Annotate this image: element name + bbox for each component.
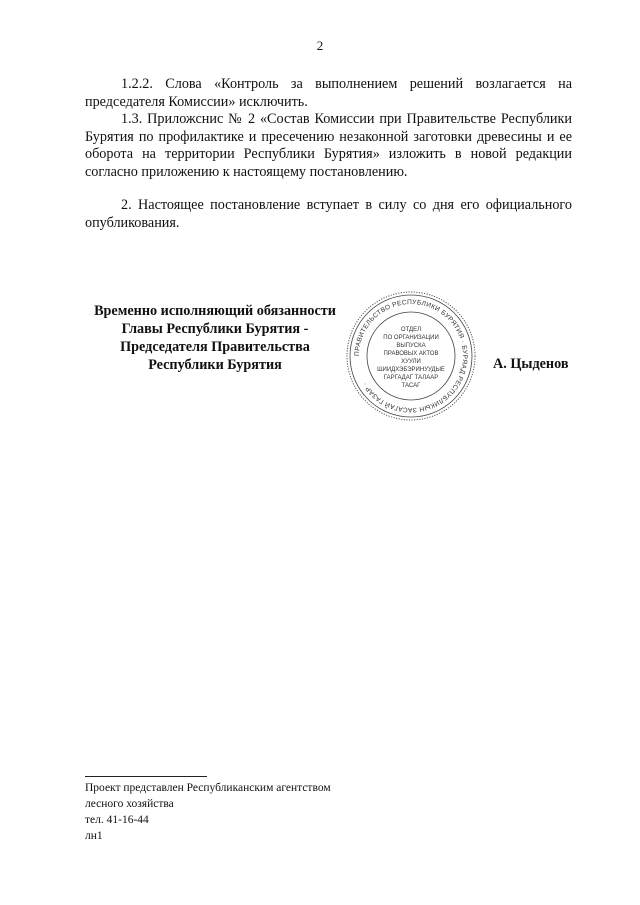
- signatory-title-line: Главы Республики Бурятия -: [121, 321, 309, 337]
- document-code: лн1: [85, 830, 103, 842]
- seal-ring-text: ПРАВИТЕЛЬСТВО РЕСПУБЛИКИ БУРЯТИЯ · БУРЯАД РЕСПУБЛИКЫН ЗАСАГАЙ ГАЗАР ·: [353, 298, 469, 414]
- signatory-title: [85, 302, 345, 374]
- footnote: [85, 780, 331, 828]
- main-body: [85, 76, 572, 232]
- signatory-title-line: Председателя Правительства: [120, 339, 310, 355]
- seal-line: ГАРГАДАГ ТАЛААР: [383, 375, 439, 381]
- footnote-line: тел. 41-16-44: [85, 814, 149, 826]
- footnote-divider: [85, 776, 207, 777]
- paragraph-2: 2. Настоящее постановление вступает в силу со дня его официального опубликования.: [85, 197, 572, 231]
- footnote-line: лесного хозяйства: [85, 798, 174, 810]
- seal-line: ПРАВОВЫХ АКТОВ: [383, 351, 439, 357]
- signatory-title-line: Республики Бурятия: [148, 357, 282, 373]
- paragraph-gap: [85, 181, 572, 197]
- seal-line: ПО ОРГАНИЗАЦИИ: [383, 335, 439, 341]
- seal-line: ХУУЛИ: [401, 359, 421, 365]
- seal-line: ТАСАГ: [401, 383, 421, 389]
- seal-line: ШИИДХЭБЭРИНУУДЫЕ: [377, 367, 445, 373]
- signatory-title-line: Временно исполняющий обязанности: [94, 303, 336, 319]
- seal-center-text: [377, 327, 445, 389]
- paragraph-1-3: 1.3. Приложснис № 2 «Состав Комиссии при Правительстве Республики Бурятия по профилактике и пресечению незаконной заготовки древесины и ее оборота на территории Республики Бурятия» изложить в новой редакции согласно приложению к настоящему постановлению.: [85, 111, 572, 180]
- signatory-name: А. Цыденов: [493, 356, 569, 372]
- seal-line: ОТДЕЛ: [400, 327, 422, 333]
- paragraph-1-2-2: 1.2.2. Слова «Контроль за выполнением решений возлагается на председателя Комиссии» исключить.: [85, 76, 572, 110]
- footnote-line: Проект представлен Республиканским агентством: [85, 782, 331, 794]
- page-number: 2: [316, 38, 324, 53]
- seal-line: ВЫПУСКА: [396, 343, 426, 349]
- official-seal: [345, 290, 477, 422]
